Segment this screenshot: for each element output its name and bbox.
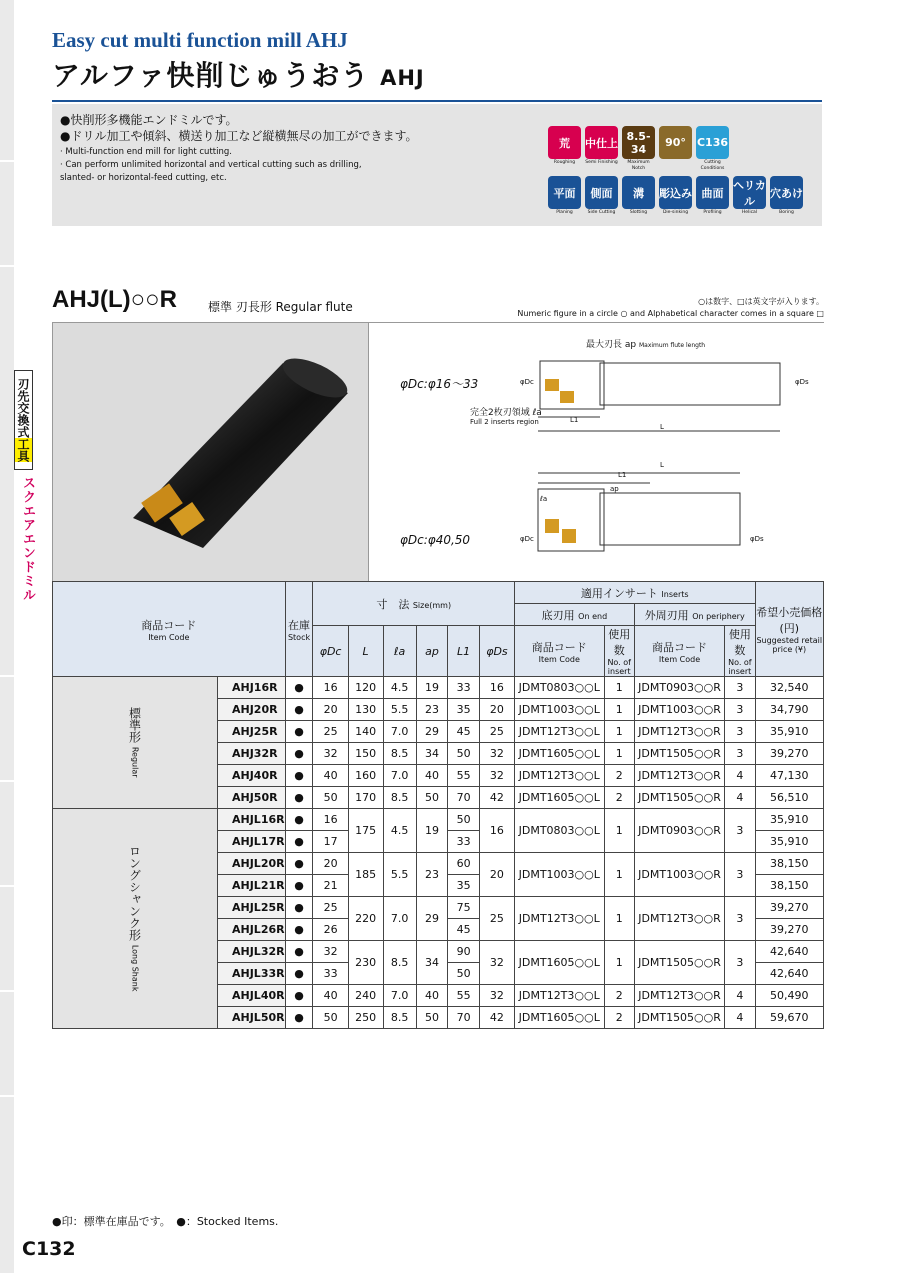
- title-japanese: アルファ快削じゅうおう AHJ: [52, 59, 425, 92]
- item-code: AHJ16R: [218, 677, 286, 699]
- tool-photo: [53, 323, 369, 581]
- table-cell: 4.5: [383, 677, 416, 699]
- section-subtitle: 標準 刃長形 Regular flute: [208, 300, 353, 314]
- table-cell: 4: [725, 787, 755, 809]
- table-cell: JDMT0803○○L: [514, 677, 604, 699]
- feature-badge-icon: ヘリカル Helical: [733, 176, 766, 216]
- table-cell: 185: [348, 853, 383, 897]
- table-cell: 50: [313, 1007, 348, 1029]
- item-code: AHJ20R: [218, 699, 286, 721]
- table-cell: 3: [725, 941, 755, 985]
- table-cell: 1: [604, 677, 634, 699]
- table-cell: 8.5: [383, 743, 416, 765]
- table-cell: JDMT0803○○L: [514, 809, 604, 853]
- table-cell: 75: [448, 897, 480, 919]
- max-flute-label: 最大刃長 ap Maximum flute length: [586, 340, 706, 350]
- table-cell: ●: [285, 919, 313, 941]
- table-cell: 19: [416, 809, 448, 853]
- table-cell: ●: [285, 677, 313, 699]
- table-cell: 8.5: [383, 1007, 416, 1029]
- item-code: AHJ32R: [218, 743, 286, 765]
- table-cell: JDMT1505○○R: [634, 1007, 724, 1029]
- table-cell: 3: [725, 721, 755, 743]
- item-code: AHJL50R: [218, 1007, 286, 1029]
- la-label-2: ℓa: [540, 495, 548, 503]
- table-cell: 60: [448, 853, 480, 875]
- table-cell: ●: [285, 831, 313, 853]
- feature-badge-icon: 荒 Roughing: [548, 126, 581, 172]
- feature-badge-icon: C136 Cutting Conditions: [696, 126, 729, 172]
- table-cell: 7.0: [383, 985, 416, 1007]
- table-cell: 33: [448, 677, 480, 699]
- table-cell: 3: [725, 743, 755, 765]
- table-cell: ●: [285, 853, 313, 875]
- feature-badge-icon: 8.5-34 Maximum Notch: [622, 126, 655, 172]
- table-cell: 47,130: [755, 765, 823, 787]
- table-cell: 3: [725, 853, 755, 897]
- table-cell: 1: [604, 941, 634, 985]
- side-tab[interactable]: [14, 370, 38, 602]
- figure-box: [52, 322, 824, 582]
- table-cell: ●: [285, 1007, 313, 1029]
- table-cell: JDMT12T3○○L: [514, 721, 604, 743]
- table-row: [53, 809, 824, 831]
- dc-label-2: φDc: [520, 535, 534, 543]
- feature-badge-icon: 曲面 Profiling: [696, 176, 729, 216]
- table-cell: 5.5: [383, 699, 416, 721]
- table-cell: 4: [725, 765, 755, 787]
- table-cell: 140: [348, 721, 383, 743]
- feature-badge-icon: 90°: [659, 126, 692, 172]
- table-cell: 4.5: [383, 809, 416, 853]
- table-cell: 35,910: [755, 831, 823, 853]
- table-cell: 16: [479, 677, 514, 699]
- table-cell: 250: [348, 1007, 383, 1029]
- table-cell: 160: [348, 765, 383, 787]
- feature-badge-icon: 平面 Planing: [548, 176, 581, 216]
- table-cell: 42,640: [755, 941, 823, 963]
- table-cell: 1: [604, 897, 634, 941]
- table-cell: JDMT1605○○L: [514, 787, 604, 809]
- table-cell: 90: [448, 941, 480, 963]
- table-cell: 20: [479, 853, 514, 897]
- table-cell: JDMT1003○○R: [634, 699, 724, 721]
- group-long-shank: ロングシャンク形 Long Shank: [53, 809, 218, 1029]
- end-mill-image: [53, 323, 369, 581]
- table-cell: 8.5: [383, 787, 416, 809]
- table-cell: 2: [604, 765, 634, 787]
- diameter-range-1: φDc:φ16～33: [400, 377, 479, 391]
- table-cell: 2: [604, 787, 634, 809]
- table-cell: 21: [313, 875, 348, 897]
- table-cell: 25: [313, 721, 348, 743]
- table-cell: JDMT1003○○R: [634, 853, 724, 897]
- table-cell: 32,540: [755, 677, 823, 699]
- full-insert-label: 完全2枚刃領域 ℓa: [470, 408, 542, 418]
- table-cell: 240: [348, 985, 383, 1007]
- table-cell: ●: [285, 765, 313, 787]
- dimension-diagram: [370, 323, 824, 581]
- table-cell: 4: [725, 985, 755, 1007]
- table-cell: 17: [313, 831, 348, 853]
- table-cell: 1: [604, 743, 634, 765]
- table-cell: JDMT12T3○○L: [514, 897, 604, 941]
- table-cell: 16: [313, 809, 348, 831]
- table-cell: 25: [313, 897, 348, 919]
- table-cell: 175: [348, 809, 383, 853]
- table-cell: 32: [479, 743, 514, 765]
- table-cell: JDMT1605○○L: [514, 941, 604, 985]
- intro-en: · Multi-function end mill for light cutting. · Can perform unlimited horizontal and vertical cutting such as drilling, slanted- or horizontal-feed cutting, etc.: [60, 147, 362, 183]
- table-cell: 55: [448, 765, 480, 787]
- item-code: AHJL21R: [218, 875, 286, 897]
- table-cell: 59,670: [755, 1007, 823, 1029]
- item-code: AHJL26R: [218, 919, 286, 941]
- table-cell: 39,270: [755, 897, 823, 919]
- table-cell: 50: [416, 787, 448, 809]
- table-cell: ●: [285, 985, 313, 1007]
- table-cell: 50: [448, 963, 480, 985]
- ap-label-2: ap: [610, 485, 619, 493]
- table-cell: 34: [416, 941, 448, 985]
- table-cell: JDMT0903○○R: [634, 677, 724, 699]
- table-cell: JDMT1003○○L: [514, 853, 604, 897]
- table-cell: 40: [416, 765, 448, 787]
- table-cell: JDMT0903○○R: [634, 809, 724, 853]
- table-cell: JDMT12T3○○R: [634, 897, 724, 941]
- title-english: Easy cut multi function mill AHJ: [52, 28, 348, 52]
- table-cell: 42: [479, 787, 514, 809]
- table-cell: 1: [604, 699, 634, 721]
- table-cell: 39,270: [755, 919, 823, 941]
- ds-label-1: φDs: [795, 378, 809, 386]
- table-cell: 70: [448, 1007, 480, 1029]
- ds-label-2: φDs: [750, 535, 764, 543]
- intro-jp: ●快削形多機能エンドミルです。 ●ドリル加工や傾斜、横送り加工など縦横無尽の加工ができます。: [60, 113, 418, 143]
- table-cell: 1: [604, 809, 634, 853]
- item-code: AHJL20R: [218, 853, 286, 875]
- table-row: [53, 677, 824, 699]
- title-rule: [52, 100, 822, 102]
- table-cell: 70: [448, 787, 480, 809]
- item-code: AHJL25R: [218, 897, 286, 919]
- table-cell: 3: [725, 677, 755, 699]
- table-cell: 42: [479, 1007, 514, 1029]
- L-label-1: L: [660, 423, 664, 431]
- feature-badge-icon: 溝 Slotting: [622, 176, 655, 216]
- table-cell: 220: [348, 897, 383, 941]
- item-code: AHJL32R: [218, 941, 286, 963]
- table-cell: 20: [313, 699, 348, 721]
- table-cell: 50: [416, 1007, 448, 1029]
- item-code: AHJL33R: [218, 963, 286, 985]
- table-cell: 7.0: [383, 721, 416, 743]
- feature-badge-icon: 穴あけ Boring: [770, 176, 803, 216]
- table-cell: 34: [416, 743, 448, 765]
- table-cell: ●: [285, 787, 313, 809]
- table-cell: 33: [313, 963, 348, 985]
- table-cell: ●: [285, 897, 313, 919]
- table-cell: JDMT1605○○L: [514, 1007, 604, 1029]
- item-code: AHJL40R: [218, 985, 286, 1007]
- table-cell: 35,910: [755, 809, 823, 831]
- table-cell: 16: [313, 677, 348, 699]
- table-cell: 29: [416, 721, 448, 743]
- table-cell: 2: [604, 985, 634, 1007]
- table-cell: 32: [479, 985, 514, 1007]
- spec-table: 商品コード Item Code 在庫 Stock 寸 法 Size(mm) 適用インサート Inserts 希望小売価格 (円) Suggested retail price (¥) 底刃用 On end 外周刃用 On periphery φDc L ℓa ap L1 φDs 商品コード Item Code 使用数 No. of insert 商品コード Item Code 使用数 No. of insert 標準形 Regular AHJ16R ● 16 120 4.5 19 33 16 JDMT0803○○L 1 JDMT0903○○R 3 32,540 AHJ20R ● 20 130 5.5 23 35 20 JDMT1003○○L 1 JDMT1003○○R 3 34,790 AHJ25R ● 25 140 7.0 29 45 25 JDMT12T3○○L 1 JDMT12T3○○R 3 35,910 AHJ32R ● 32 150 8.5 34 50 32 JDMT1605○○L 1 JDMT1505○○R 3 39,270 AHJ40R ● 40 160 7.0 40 55 32 JDMT12T3○○L 2 JDMT12T3○○R 4 47,130 AHJ50R ● 50 170 8.5 50 70 42 JDMT1605○○L 2 JDMT1505○○R 4 56,510 ロングシャンク形 Long Shank AHJL16R ● 16 175 4.5 19 50 16 JDMT0803○○L 1 JDMT0903○○R 3 35,910 AHJL17R ● 17 33 35,910 AHJL20R ● 20 185 5.5 23 60 20 JDMT1003○○L 1 JDMT1003○○R 3 38,150 AHJL21R ● 21 35 38,150 AHJL25R ● 25 220 7.0 29 75 25 JDMT12T3○○L 1 JDMT12T3○○R 3 39,270 AHJL26R ● 26 45 39,270 AHJL32R ● 32 230 8.5 34 90 32 JDMT1605○○L 1 JDMT1505○○R 3 42,640 AHJL33R ● 33 50 42,640 AHJL40R ● 40 240 7.0 40 55 32 JDMT12T3○○L 2 JDMT12T3○○R 4 50,490 AHJL50R ● 50 250 8.5 50 70 42 JDMT1605○○L 2 JDMT1505○○R 4 59,670: [52, 581, 824, 1029]
- table-cell: 170: [348, 787, 383, 809]
- table-cell: 25: [479, 721, 514, 743]
- table-cell: 35,910: [755, 721, 823, 743]
- table-cell: 1: [604, 853, 634, 897]
- table-cell: 40: [416, 985, 448, 1007]
- table-cell: 7.0: [383, 897, 416, 941]
- table-cell: 50,490: [755, 985, 823, 1007]
- table-cell: 3: [725, 699, 755, 721]
- table-cell: 3: [725, 897, 755, 941]
- table-cell: 23: [416, 699, 448, 721]
- table-cell: JDMT1605○○L: [514, 743, 604, 765]
- footnote: ●印：標準在庫品です。 ●：Stocked Items.: [52, 1215, 279, 1228]
- item-code: AHJL16R: [218, 809, 286, 831]
- table-cell: 2: [604, 1007, 634, 1029]
- table-cell: 120: [348, 677, 383, 699]
- table-cell: 32: [479, 765, 514, 787]
- table-cell: 230: [348, 941, 383, 985]
- table-cell: 16: [479, 809, 514, 853]
- diameter-range-2: φDc:φ40,50: [400, 533, 471, 547]
- item-code: AHJ50R: [218, 787, 286, 809]
- table-cell: 26: [313, 919, 348, 941]
- side-tab-subcategory: スクエアエンドミル: [20, 476, 35, 602]
- table-cell: 20: [313, 853, 348, 875]
- table-cell: 32: [313, 743, 348, 765]
- L1-label-1: L1: [570, 416, 579, 424]
- table-cell: 45: [448, 919, 480, 941]
- table-cell: 38,150: [755, 853, 823, 875]
- table-cell: JDMT12T3○○R: [634, 721, 724, 743]
- section-note: ○は数字、□は英文字が入ります。 Numeric figure in a circle ○ and Alphabetical character comes in a square □: [517, 297, 824, 318]
- feature-badge-icon: 側面 Side Cutting: [585, 176, 618, 216]
- table-cell: 20: [479, 699, 514, 721]
- table-cell: ●: [285, 941, 313, 963]
- group-regular: 標準形 Regular: [53, 677, 218, 809]
- side-tab-category: 刃先交換式 工具: [14, 370, 33, 470]
- table-cell: 32: [479, 941, 514, 985]
- table-cell: JDMT1505○○R: [634, 787, 724, 809]
- table-cell: JDMT12T3○○R: [634, 985, 724, 1007]
- table-cell: 33: [448, 831, 480, 853]
- section-code: AHJ(L)○○R: [52, 286, 177, 313]
- L1-label-2: L1: [618, 471, 627, 479]
- table-cell: 50: [313, 787, 348, 809]
- table-cell: ●: [285, 809, 313, 831]
- feature-badge-icon: 中仕上 Semi Finishing: [585, 126, 618, 172]
- table-cell: 40: [313, 765, 348, 787]
- dc-label-1: φDc: [520, 378, 534, 386]
- page-number: C132: [22, 1238, 76, 1260]
- table-cell: 29: [416, 897, 448, 941]
- table-cell: 23: [416, 853, 448, 897]
- feature-badge-icon: 彫込み Die-sinking: [659, 176, 692, 216]
- full-insert-label-en: Full 2 inserts region: [470, 418, 539, 426]
- table-cell: 50: [448, 809, 480, 831]
- table-cell: 7.0: [383, 765, 416, 787]
- table-cell: 5.5: [383, 853, 416, 897]
- side-strip: [0, 0, 14, 1273]
- table-cell: 35: [448, 875, 480, 897]
- table-cell: JDMT1505○○R: [634, 743, 724, 765]
- table-cell: 25: [479, 897, 514, 941]
- table-cell: 34,790: [755, 699, 823, 721]
- intro-box: [52, 104, 822, 226]
- table-cell: 8.5: [383, 941, 416, 985]
- table-cell: 1: [604, 721, 634, 743]
- table-cell: 3: [725, 809, 755, 853]
- table-cell: 130: [348, 699, 383, 721]
- item-code: AHJL17R: [218, 831, 286, 853]
- table-cell: ●: [285, 721, 313, 743]
- table-cell: JDMT12T3○○R: [634, 765, 724, 787]
- table-cell: 38,150: [755, 875, 823, 897]
- table-cell: JDMT1505○○R: [634, 941, 724, 985]
- table-cell: 55: [448, 985, 480, 1007]
- table-cell: 19: [416, 677, 448, 699]
- table-cell: JDMT1003○○L: [514, 699, 604, 721]
- table-cell: JDMT12T3○○L: [514, 985, 604, 1007]
- table-cell: 42,640: [755, 963, 823, 985]
- table-cell: ●: [285, 875, 313, 897]
- table-cell: ●: [285, 743, 313, 765]
- feature-badges: [548, 126, 823, 220]
- table-cell: 35: [448, 699, 480, 721]
- table-cell: 40: [313, 985, 348, 1007]
- table-cell: 4: [725, 1007, 755, 1029]
- table-cell: ●: [285, 963, 313, 985]
- table-cell: 150: [348, 743, 383, 765]
- table-cell: 56,510: [755, 787, 823, 809]
- L-label-2: L: [660, 461, 664, 469]
- table-cell: ●: [285, 699, 313, 721]
- item-code: AHJ25R: [218, 721, 286, 743]
- item-code: AHJ40R: [218, 765, 286, 787]
- table-cell: 45: [448, 721, 480, 743]
- table-cell: 32: [313, 941, 348, 963]
- table-cell: JDMT12T3○○L: [514, 765, 604, 787]
- table-cell: 50: [448, 743, 480, 765]
- table-cell: 39,270: [755, 743, 823, 765]
